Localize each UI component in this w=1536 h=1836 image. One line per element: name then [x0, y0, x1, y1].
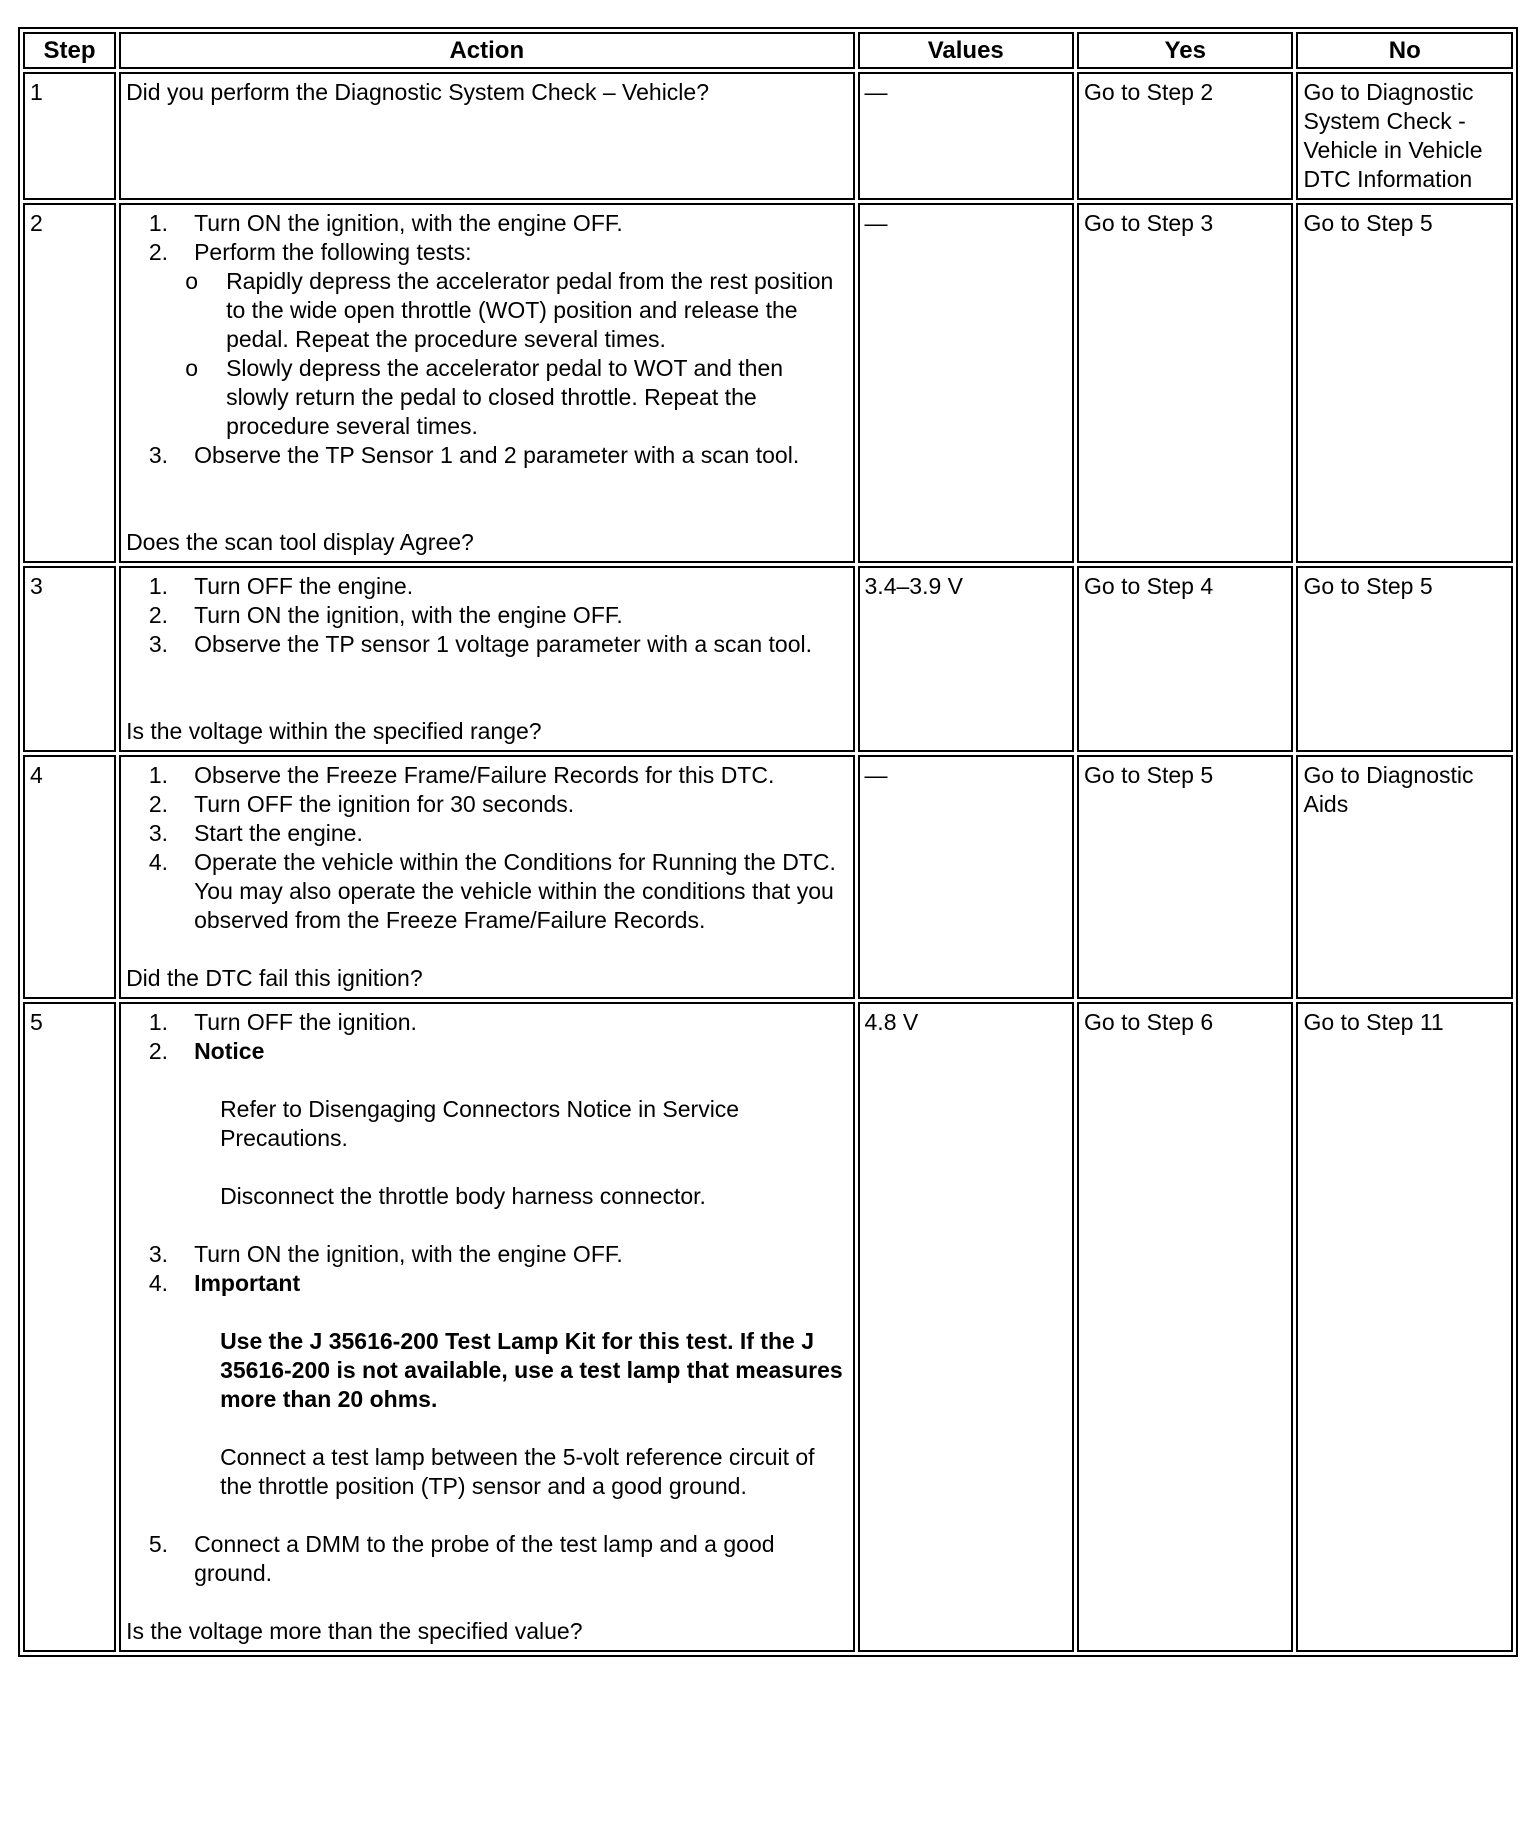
values-cell: — [858, 72, 1074, 200]
list-item: 2. Notice [148, 1038, 265, 1064]
action-cell [119, 755, 854, 999]
bullet-item: o Slowly depress the accelerator pedal to WOT and then slowly return the pedal to closed throttle. Repeat the procedure several times. [185, 355, 784, 439]
no-cell: Go to Step 11 [1296, 1002, 1513, 1652]
list-item: 3. Observe the TP sensor 1 voltage parameter with a scan tool. [148, 631, 812, 657]
action-cell [119, 203, 854, 563]
table-row [23, 566, 1513, 752]
header-row [23, 32, 1513, 69]
yes-cell: Go to Step 2 [1077, 72, 1293, 200]
action-question: Did the DTC fail this ignition? [126, 965, 423, 991]
list-item: 1. Turn OFF the ignition. [148, 1009, 417, 1035]
important-text: Use the J 35616-200 Test Lamp Kit for this test. If the J 35616-200 is not available, use a test lamp that measures more than 20 ohms. [220, 1328, 843, 1412]
list-item: 4. Important [148, 1270, 301, 1296]
action-question: Is the voltage more than the specified value? [126, 1618, 583, 1644]
disconnect-text: Disconnect the throttle body harness connector. [220, 1183, 706, 1209]
table-row [23, 1002, 1513, 1652]
action-cell [119, 72, 854, 200]
list-item: 5. Connect a DMM to the probe of the test lamp and a good ground. [148, 1531, 775, 1586]
list-item: 1. Observe the Freeze Frame/Failure Records for this DTC. [148, 762, 775, 788]
list-item: 1. Turn OFF the engine. [148, 573, 414, 599]
header-step: Step [23, 32, 116, 69]
list-item: 2. Turn OFF the ignition for 30 seconds. [148, 791, 575, 817]
list-item: 4. Operate the vehicle within the Conditions for Running the DTC. You may also operate the vehicle within the conditions that you observed from the Freeze Frame/Failure Records. [148, 849, 836, 933]
notice-text: Refer to Disengaging Connectors Notice in Service Precautions. [220, 1096, 740, 1151]
list-item: 3. Observe the TP Sensor 1 and 2 parameter with a scan tool. [148, 442, 800, 468]
action-question: Is the voltage within the specified range? [126, 718, 542, 744]
yes-cell: Go to Step 6 [1077, 1002, 1293, 1652]
step-number: 5 [23, 1002, 116, 1652]
step-number: 3 [23, 566, 116, 752]
action-cell [119, 566, 854, 752]
bullet-item: o Rapidly depress the accelerator pedal from the rest position to the wide open throttle (WOT) position and release the pedal. Repeat the procedure several times. [185, 268, 834, 352]
yes-cell: Go to Step 3 [1077, 203, 1293, 563]
header-no: No [1296, 32, 1513, 69]
list-item: 2. Perform the following tests: [148, 239, 472, 265]
action-cell [119, 1002, 854, 1652]
step-number: 4 [23, 755, 116, 999]
action-question: Does the scan tool display Agree? [126, 529, 474, 555]
no-cell: Go to Diagnostic Aids [1296, 755, 1513, 999]
header-action: Action [119, 32, 854, 69]
values-cell: 3.4–3.9 V [858, 566, 1074, 752]
values-cell: 4.8 V [858, 1002, 1074, 1652]
values-cell: — [858, 203, 1074, 563]
no-cell: Go to Diagnostic System Check - Vehicle in Vehicle DTC Information [1296, 72, 1513, 200]
yes-cell: Go to Step 5 [1077, 755, 1293, 999]
header-values: Values [858, 32, 1074, 69]
action-question: Did you perform the Diagnostic System Check – Vehicle? [126, 79, 710, 105]
step-number: 2 [23, 203, 116, 563]
table-row [23, 72, 1513, 200]
connect-lamp-text: Connect a test lamp between the 5-volt reference circuit of the throttle position (TP) sensor and a good ground. [220, 1444, 815, 1499]
table-row [23, 203, 1513, 563]
no-cell: Go to Step 5 [1296, 566, 1513, 752]
list-item: 3. Turn ON the ignition, with the engine OFF. [148, 1241, 623, 1267]
list-item: 1. Turn ON the ignition, with the engine OFF. [148, 210, 623, 236]
diagnostic-table [18, 27, 1518, 1657]
table-row [23, 755, 1513, 999]
header-yes: Yes [1077, 32, 1293, 69]
values-cell: — [858, 755, 1074, 999]
step-number: 1 [23, 72, 116, 200]
yes-cell: Go to Step 4 [1077, 566, 1293, 752]
no-cell: Go to Step 5 [1296, 203, 1513, 563]
list-item: 2. Turn ON the ignition, with the engine OFF. [148, 602, 623, 628]
list-item: 3. Start the engine. [148, 820, 363, 846]
